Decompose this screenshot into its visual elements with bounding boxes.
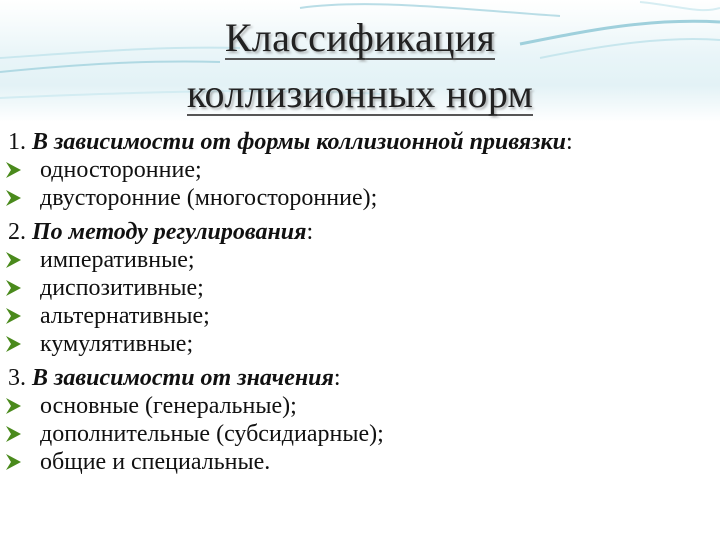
arrowhead-bullet-icon (5, 426, 21, 442)
list-item: двусторонние (многосторонние); (0, 184, 715, 212)
arrowhead-bullet-icon (5, 454, 21, 470)
classification-list (0, 128, 715, 476)
arrowhead-bullet-icon (5, 280, 21, 296)
list-item: общие и специальные. (0, 448, 715, 476)
list-item: императивные; (0, 246, 715, 274)
arrowhead-bullet-icon (5, 308, 21, 324)
list-item: дополнительные (субсидиарные); (0, 420, 715, 448)
arrowhead-bullet-icon (5, 336, 21, 352)
page-title-line-1: Классификация (224, 15, 496, 60)
section-heading: 1. В зависимости от формы коллизионной привязки: (8, 129, 573, 155)
arrowhead-bullet-icon (5, 252, 21, 268)
section-heading: 2. По методу регулирования: (8, 219, 314, 245)
page-title-line-2: коллизионных норм (186, 71, 534, 116)
list-item: односторонние; (0, 156, 715, 184)
list-item: основные (генеральные); (0, 392, 715, 420)
section-heading: 3. В зависимости от значения: (8, 365, 341, 391)
list-item: кумулятивные; (0, 330, 715, 358)
title-band (0, 0, 720, 122)
list-item: альтернативные; (0, 302, 715, 330)
arrowhead-bullet-icon (5, 398, 21, 414)
arrowhead-bullet-icon (5, 162, 21, 178)
list-item: диспозитивные; (0, 274, 715, 302)
arrowhead-bullet-icon (5, 190, 21, 206)
